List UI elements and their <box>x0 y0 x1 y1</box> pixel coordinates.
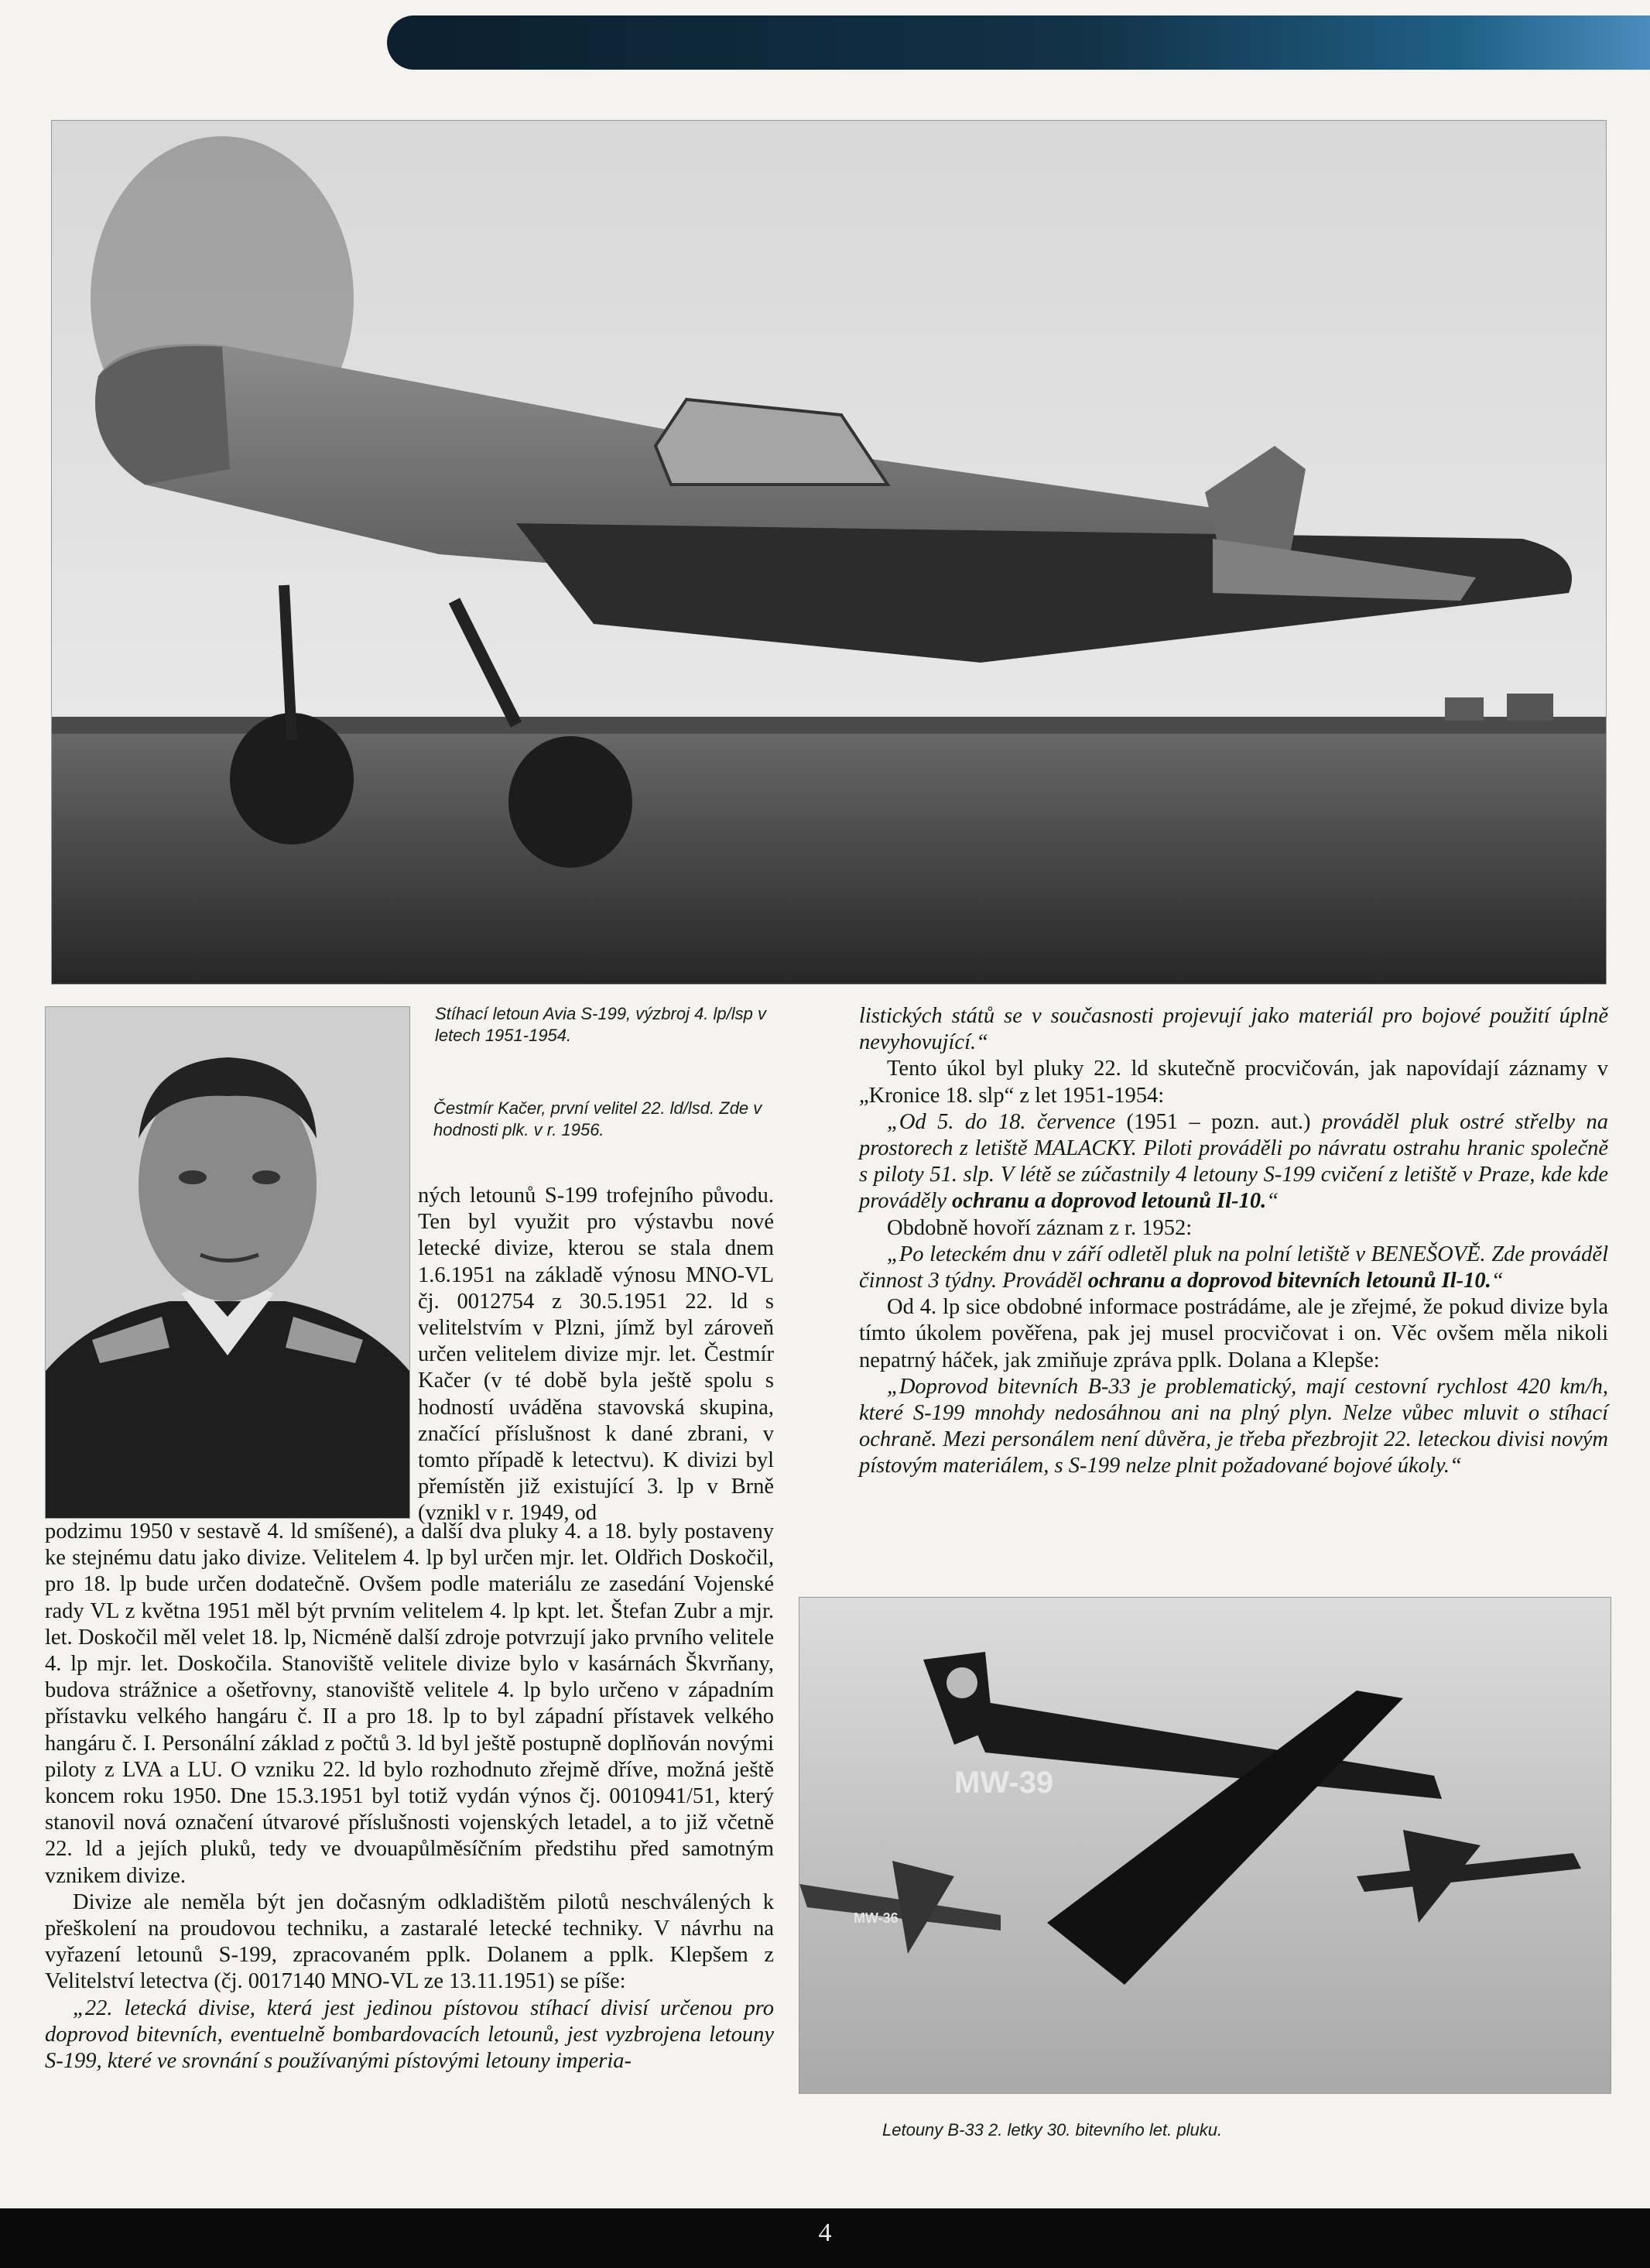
quote-c2-part2: prováděl pluk ostré střelby na prostorech z letiště MALACKY. Piloti prováděli po návratu ostrahu hranic společně s piloty 51. slp. V létě se zúčastnily 4 letouny S-199 cvičení z letiště v Praze, kde kde prováděly <box>859 1109 1608 1214</box>
quote-c3 <box>859 1242 1608 1294</box>
main-photo-avia-s199 <box>51 120 1607 985</box>
portrait-caption: Čestmír Kačer, první velitel 22. ld/lsd. Zde v hodnosti plk. v r. 1956. <box>433 1098 762 1139</box>
quote-c2 <box>859 1109 1608 1215</box>
quote-c2-note: (1951 – pozn. aut.) <box>1126 1109 1311 1134</box>
portrait-photo-kacer <box>45 1006 410 1519</box>
quote-c4: „Doprovod bitevních B-33 je problematický, mají cestovní rychlost 420 km/h, které S-199 mnohdy nedosáhnou ani na plný plyn. Nelze vůbec mluvit o stíhací ochraně. Mezi personálem není důvěra, je třeba přezbrojit 22. leteckou divisi novým pístovým materiálem, s S-199 nelze plnit požadované bojové úkoly.“ <box>859 1374 1608 1478</box>
paragraph-a: ných letounů S-199 trofejního původu. Ten byl využit pro výstavbu nové letecké divize, kterou se stala dnem 1.6.1951 na základě výnosu MNO-VL čj. 0012754 z 30.5.1951 22. ld s velitelstvím v Plzni, jímž byl zároveň určen velitelem divize mjr. let. Čestmír Kačer (v té době byla ještě spolu s hodností uváděna stavovská skupina, značící příslušnost k dané zbrani, v tomto případě k letectvu). K divizi byl přemístěn již existující 3. lp v Brně (vznikl v r. 1949, od <box>418 1184 774 1526</box>
paragraph-b1: podzimu 1950 v sestavě 4. ld smíšené), a další dva pluky 4. a 18. byly postaveny ke stejnému datu jako divize. Velitelem 4. lp byl určen mjr. let. Oldřich Doskočil, pro 18. lp bude určen dodatečně. Ovšem podle materiálu ze zasedání Vojenské rady VL z května 1951 měl být prvním velitelem 4. lp kpt. let. Štefan Zubr a mjr. let. Doskočil měl velet 18. lp, Nicméně další zdroje potvrzují jako prvního velitele 4. lp mjr. let. Doskočila. Stanoviště velitele divize bylo v kasárnách Škvrňany, budova strážnice a ošetřovny, stanoviště velitele 4. lp bylo určeno v západním přístavku velkého hangáru č. II a pro 18. lp to byl západní přístavek velkého hangáru č. I. Personální základ z počtů 3. ld byl ještě postupně doplňován novými piloty z LVA a LU. O vzniku 22. ld bylo rozhodnuto zřejmě dříve, možná ještě koncem roku 1950. Dne 15.3.1951 byl totiž vydán výnos čj. 0010941/51, který stanovil nová označení útvarové příslušnosti vojenských letadel, a to již včetně 22. ld a jejích pluků, tedy ve dvouapůlměsíčním předstihu před samotným vznikem divize. <box>45 1519 774 1888</box>
b33-photo-caption: Letouny B-33 2. letky 30. bitevního let. pluku. <box>882 2120 1223 2140</box>
quote-c3-part1: „Po leteckém dnu v září odletěl pluk na polní letiště v BENEŠOVĚ. Zde prováděl činnost 3 týdny. Prováděl <box>859 1242 1608 1293</box>
quote-c3-bold: ochranu a doprovod bitevních letounů Il-10. <box>1087 1269 1491 1293</box>
header-band <box>387 15 1650 70</box>
b33-formation-photo <box>799 1597 1611 2094</box>
main-photo-caption: Stíhací letoun Avia S-199, výzbroj 4. lp/lsp v letech 1951-1954. <box>435 1004 767 1045</box>
quote-c2-part1: „Od 5. do 18. července <box>887 1109 1127 1134</box>
body-column-a <box>418 1183 774 1527</box>
body-column-c <box>859 1003 1608 1480</box>
lead-aircraft-code: MW-39 <box>954 1766 1054 1800</box>
body-column-b <box>45 1519 774 2074</box>
quote-c1-end: listických států se v současnosti projevují jako materiál pro bojové použití úplně nevyhovující.“ <box>859 1004 1608 1055</box>
rear-aircraft-code: MW-36 <box>854 1910 899 1926</box>
quote-b1: „22. letecká divise, která jest jedinou pístovou stíhací divisí určenou pro doprovod bitevních, eventuelně bombardovacích letounů, jest vyzbrojena letouny S-199, které ve srovnání s používanými pístovými letouny imperia- <box>45 1996 774 2074</box>
paragraph-c3: Od 4. lp sice obdobné informace postrádáme, ale je zřejmé, že pokud divize byla tímto úkolem pověřena, pak jej musel procvičovat i on. Věc ovšem měla nikoli nepatrný háček, jak zmiňuje zpráva pplk. Dolana a Klepše: <box>859 1295 1608 1372</box>
paragraph-b2: Divize ale neměla být jen dočasným odkladištěm pilotů neschválených k přeškolení na proudovou techniku, a zastaralé letecké techniky. V návrhu na vyřazení letounů S-199, zpracovaném pplk. Dolanem a pplk. Klepšem z Velitelství letectva (čj. 0017140 MNO-VL ze 13.11.1951) se píše: <box>45 1889 774 1994</box>
quote-c3-close: “ <box>1491 1269 1504 1293</box>
page-number: 4 <box>818 2218 832 2247</box>
paragraph-c1: Tento úkol byl pluky 22. ld skutečně procvičován, jak napovídají záznamy v „Kronice 18. slp“ z let 1951-1954: <box>859 1057 1608 1108</box>
paragraph-c2: Obdobně hovoří záznam z r. 1952: <box>887 1215 1193 1240</box>
quote-c2-close: “ <box>1266 1189 1279 1214</box>
quote-c2-bold: ochranu a doprovod letounů Il-10. <box>952 1189 1267 1214</box>
